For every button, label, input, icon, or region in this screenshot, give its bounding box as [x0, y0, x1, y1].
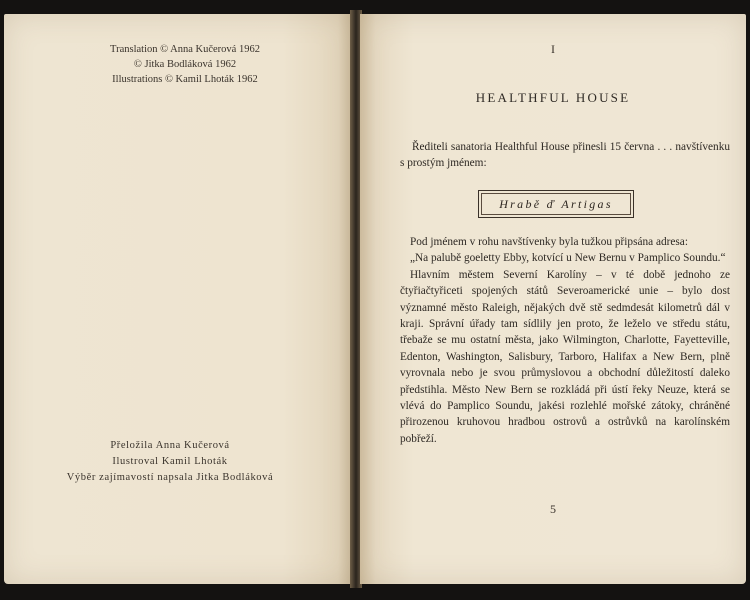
chapter-number: I	[551, 42, 555, 56]
copyright-credits	[80, 42, 290, 87]
chapter-title: HEALTHFUL HOUSE	[475, 90, 631, 105]
credit-copyright: © Jitka Bodláková 1962	[133, 59, 237, 70]
staff-translator: Přeložila Anna Kučerová	[110, 440, 230, 451]
visiting-card	[478, 190, 634, 218]
paragraph: Pod jménem v rohu navštívenky byla tužkou připsána adresa:	[410, 236, 688, 248]
visiting-card-name: Hrabě ď Artigas	[499, 196, 613, 211]
staff-credits	[40, 438, 300, 486]
paragraph: Hlavním městem Severní Karolíny – v té době jednoho ze čtyřiačtyřiceti spojených států Severoamerické unie – bylo dost významné město Raleigh, nějakých dvě stě sedmdesát kilometrů dál v kraji. Správní úřady tam sídlily jen proto, že leželo ve středu státu, třebaže se mu ostatní města, jako Wilmington, Charlotte, Fayetteville, Edenton, Washington, Salisbury, Tarboro, Halifax a New Bern, plně vyrovnala nebo je svou průmyslovou a obchodní důležitostí daleko předstihla. Město New Bern se rozkládá při ústí řeky Neuze, která se vlévá do Pamplico Soundu, jakési rozlehlé mořské zátoky, chráněné přirozenou kruhovou hradbou ostrovů a ostrůvků na karolínském pobřeží.	[400, 268, 730, 445]
staff-illustrator: Ilustroval Kamil Lhoták	[112, 456, 228, 467]
paragraph: „Na palubě goeletty Ebby, kotvící u New Bernu v Pamplico Soundu.“	[410, 252, 726, 265]
intro-paragraph: Řediteli sanatoria Healthful House přinesli 15 června . . . navštívenku s prostým jménem:	[400, 141, 730, 170]
left-page	[4, 14, 352, 584]
page-number: 5	[550, 502, 556, 516]
credit-translation: Translation © Anna Kučerová 1962	[110, 44, 260, 55]
staff-notes-author: Výběr zajímavostí napsala Jitka Bodláková	[66, 472, 274, 483]
intro-text	[400, 139, 730, 172]
body-text	[400, 234, 730, 447]
credit-illustrations: Illustrations © Kamil Lhoták 1962	[112, 74, 258, 85]
